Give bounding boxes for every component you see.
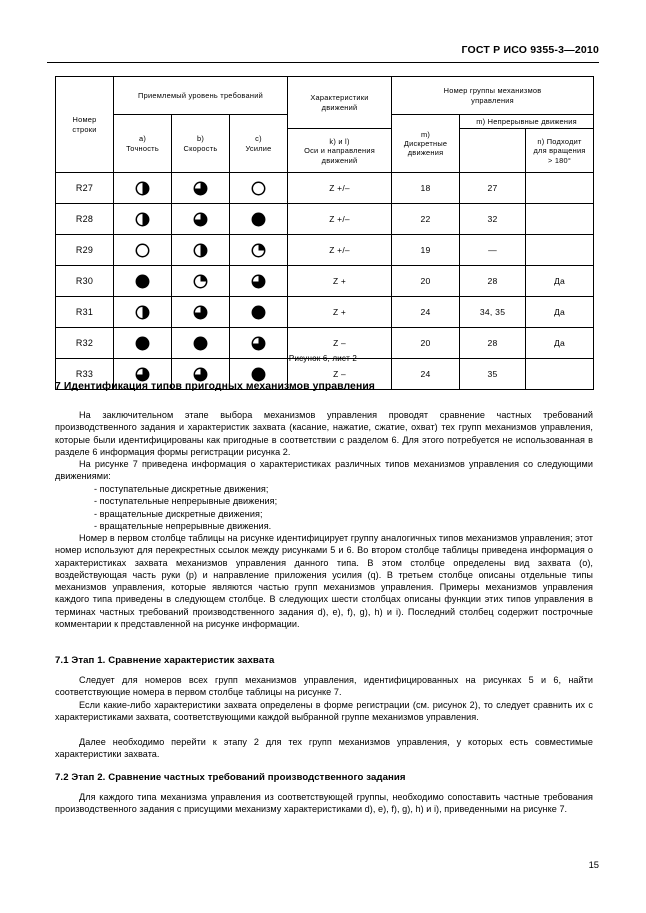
cell-speed (172, 204, 230, 235)
cell-discrete: 24 (392, 297, 460, 328)
header-col-m-letter: m) (420, 129, 431, 139)
row-label: R27 (56, 173, 114, 204)
cell-force (230, 266, 288, 297)
cell-continuous: 28 (460, 328, 526, 359)
pie-glyph-quarter-full (193, 274, 208, 289)
cell-axes: Z +/– (288, 235, 392, 266)
table-row (56, 204, 594, 235)
section-7-heading: 7 Идентификация типов пригодных механизмов управления (55, 381, 375, 392)
table-row (56, 235, 594, 266)
section-7-1-heading: 7.1 Этап 1. Сравнение характеристик захвата (55, 655, 275, 666)
section-7-paragraph-1 (55, 409, 593, 458)
row-label: R30 (56, 266, 114, 297)
list-item: - поступательные дискретные движения; (94, 484, 269, 494)
cell-accuracy (114, 297, 172, 328)
section-7-2-heading: 7.2 Этап 2. Сравнение частных требований производственного задания (55, 772, 406, 783)
cell-continuous: 35 (460, 359, 526, 390)
row-label: R29 (56, 235, 114, 266)
table-header (56, 77, 594, 173)
cell-accuracy (114, 173, 172, 204)
section-7-1-paragraph-3 (55, 736, 593, 761)
section-7-paragraph-3 (55, 532, 593, 630)
pie-glyph-full (135, 336, 150, 351)
header-movement-characteristics (288, 77, 392, 129)
cell-speed (172, 173, 230, 204)
cell-speed (172, 297, 230, 328)
pie-glyph-empty (251, 181, 266, 196)
header-col-n-line1: n) Подходит (537, 136, 582, 146)
cell-rotation (526, 173, 594, 204)
cell-continuous: 34, 35 (460, 297, 526, 328)
header-movement-char-line1: Характеристики (310, 93, 369, 103)
header-col-continuous: m) Непрерывные движения (460, 115, 594, 129)
row-label: R31 (56, 297, 114, 328)
page-number: 15 (588, 859, 599, 870)
header-col-m-label1: Дискретные (403, 139, 448, 148)
header-col-n-line3: > 180° (547, 155, 572, 165)
list-item: - поступательные непрерывные движения; (94, 496, 278, 507)
paragraph-text: Номер в первом столбце таблицы на рисунке идентифицирует группу аналогичных типов механизмов управления; этот номер используют для перекрестных ссылок между рисунками 5 и 6. Во втором столбце таблицы приведена информация о характеристиках захвата механизмов управления данного типа. В этом столбце определены вид захвата (о), воздействующая часть руки (р) и направление приложения усилия (q). В третьем столбце описаны отдельные типы механизмов управления, которые являются частью групп механизмов управления. Примеры механизмов управления каждого типа приведены в следующем столбце. В следующих шести столбцах описаны функции этих типов управления в терминах частных требований производственного задания d), e), f), g), h) и i). Последний столбец содержит построчные комментарии к представленной на рисунке информации. (55, 533, 593, 629)
header-col-a-accuracy (114, 115, 172, 173)
row-label: R28 (56, 204, 114, 235)
control-mechanisms-table (55, 76, 594, 390)
header-col-n-line2: для вращения (533, 146, 586, 156)
cell-force (230, 235, 288, 266)
cell-accuracy (114, 204, 172, 235)
pie-glyph-empty (135, 243, 150, 258)
cell-axes: Z + (288, 297, 392, 328)
row-label: R32 (56, 328, 114, 359)
cell-force (230, 204, 288, 235)
paragraph-text: На рисунке 7 приведена информация о характеристиках различных типов механизмов управления со следующими движениями: (55, 459, 593, 482)
cell-rotation: Да (526, 297, 594, 328)
cell-rotation (526, 204, 594, 235)
header-col-c-force (230, 115, 288, 173)
pie-glyph-full (193, 336, 208, 351)
header-col-m-discrete (392, 115, 460, 173)
header-group-number-line2: управления (471, 95, 514, 105)
pie-glyph-full (251, 367, 266, 382)
pie-glyph-half (135, 181, 150, 196)
cell-axes: Z – (288, 359, 392, 390)
list-item: - вращательные непрерывные движения. (94, 520, 272, 531)
section-7-2-paragraph-1 (55, 791, 593, 816)
cell-speed (172, 266, 230, 297)
cell-axes: Z – (288, 328, 392, 359)
header-col-b-label: Скорость (183, 143, 218, 153)
pie-glyph-three-quarter (135, 367, 150, 382)
pie-glyph-half (135, 305, 150, 320)
cell-force (230, 297, 288, 328)
pie-glyph-half (193, 243, 208, 258)
cell-discrete: 20 (392, 328, 460, 359)
pie-glyph-half (135, 212, 150, 227)
cell-discrete: 20 (392, 266, 460, 297)
header-col-c-label: Усилие (245, 143, 272, 153)
cell-axes: Z + (288, 266, 392, 297)
pie-glyph-full (135, 274, 150, 289)
table-row (56, 266, 594, 297)
pie-glyph-full (251, 305, 266, 320)
paragraph-text: На заключительном этапе выбора механизмов управления проводят сравнение частных требований производственного задания и характеристик захвата (касание, нажатие, сжатие, охват) тех групп механизмов управления, которые были идентифицированы как пригодные в соответствии с разделом 6. Для этого потребуется не использованная в разделе 6 информация формы регистрации рисунка 2. (55, 410, 593, 457)
paragraph-text: Если какие-либо характеристики захвата определены в форме регистрации (см. рисунок 2), то следует сравнить их с характеристиками захвата, соответствующими каждой выбранной группе механизмов управления. (55, 700, 593, 723)
header-group-number (392, 77, 594, 115)
header-row-number (56, 77, 114, 173)
header-col-b-letter: b) (196, 134, 205, 144)
pie-glyph-full (251, 212, 266, 227)
cell-speed (172, 235, 230, 266)
paragraph-text: Следует для номеров всех групп механизмов управления, идентифицированных на рисунках 5 и 6, найти соответствующие номера в первом столбце таблицы на рисунке 7. (55, 675, 593, 698)
header-col-kl-axes (288, 129, 392, 173)
pie-glyph-three-quarter (193, 181, 208, 196)
cell-accuracy (114, 266, 172, 297)
header-col-b-speed (172, 115, 230, 173)
header-row-number-line1: Номер (72, 115, 97, 125)
header-col-kl-letter: k) и l) (329, 136, 350, 146)
header-col-kl-label2: движений (321, 155, 358, 165)
header-col-c-letter: c) (255, 134, 262, 144)
header-acceptable-level: Приемлемый уровень требований (114, 77, 288, 115)
header-col-kl-label1: Оси и направления (304, 146, 375, 156)
header-col-a-label: Точность (126, 143, 159, 153)
header-col-continuous-blank (460, 129, 526, 173)
cell-rotation: Да (526, 328, 594, 359)
pie-glyph-three-quarter (193, 367, 208, 382)
pie-glyph-quarter-full (251, 243, 266, 258)
header-divider-rule (47, 62, 599, 63)
cell-discrete: 24 (392, 359, 460, 390)
header-group-number-line1: Номер группы механизмов (443, 86, 542, 96)
row-label: R33 (56, 359, 114, 390)
cell-continuous: 28 (460, 266, 526, 297)
cell-rotation: Да (526, 266, 594, 297)
cell-rotation (526, 235, 594, 266)
header-col-a-letter: a) (138, 134, 147, 144)
figure-caption: Рисунок 6, лист 2 (288, 354, 358, 363)
cell-accuracy (114, 235, 172, 266)
section-7-1-paragraph-2 (55, 699, 593, 724)
paragraph-text: Для каждого типа механизма управления из соответствующей группы, необходимо сопоставить частные требования производственного задания с присущими механизму характеристиками d), e), f), g), h) и i), приведенными на рисунке 7. (55, 792, 593, 815)
header-row-number-line2: строки (72, 124, 97, 134)
pie-glyph-three-quarter (193, 305, 208, 320)
cell-continuous: 27 (460, 173, 526, 204)
list-item: - вращательные дискретные движения; (94, 508, 263, 519)
cell-discrete: 18 (392, 173, 460, 204)
pie-glyph-three-quarter (251, 336, 266, 351)
cell-discrete: 19 (392, 235, 460, 266)
cell-continuous: 32 (460, 204, 526, 235)
cell-force (230, 173, 288, 204)
table-row (56, 173, 594, 204)
movement-types-list (55, 483, 593, 532)
paragraph-text: Далее необходимо перейти к этапу 2 для тех групп механизмов управления, у которых есть совместимые характеристики захвата. (55, 737, 593, 760)
cell-continuous: — (460, 235, 526, 266)
document-standard-header: ГОСТ Р ИСО 9355-3—2010 (461, 44, 599, 56)
header-col-n-rotation (526, 129, 594, 173)
header-col-m-label2: движения (407, 148, 444, 158)
pie-glyph-three-quarter (193, 212, 208, 227)
cell-axes: Z +/– (288, 204, 392, 235)
cell-axes: Z +/– (288, 173, 392, 204)
cell-discrete: 22 (392, 204, 460, 235)
section-7-1-paragraph-1 (55, 674, 593, 699)
table-row (56, 297, 594, 328)
section-7-paragraph-2 (55, 458, 593, 483)
pie-glyph-three-quarter (251, 274, 266, 289)
header-movement-char-line2: движений (321, 102, 358, 112)
